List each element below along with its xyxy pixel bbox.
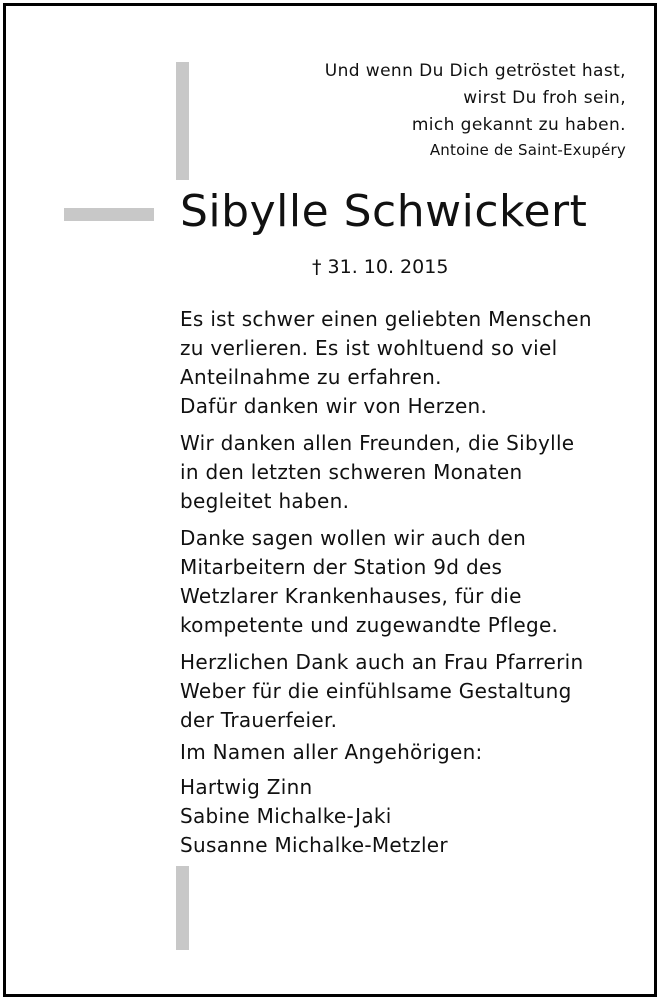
quote-author: Antoine de Saint-Exupéry (429, 141, 626, 159)
text-line: Wir danken allen Freunden, die Sibylle (180, 431, 575, 455)
text-line: kompetente und zugewandte Pflege. (180, 613, 559, 637)
text-line: Weber für die einfühlsame Gestaltung (180, 679, 572, 703)
quote-line: mich gekannt zu haben. (411, 115, 626, 135)
text-line: zu verlieren. Es ist wohltuend so viel (180, 336, 558, 360)
signoff-heading: Im Namen aller Angehörigen: (180, 740, 483, 764)
text-line: in den letzten schweren Monaten (180, 460, 523, 484)
text-line: Herzlichen Dank auch an Frau Pfarrerin (180, 650, 584, 674)
paragraph (180, 524, 640, 640)
epigraph-quote (206, 58, 626, 139)
text-line: Mitarbeitern der Station 9d des (180, 555, 503, 579)
death-date: † 31. 10. 2015 (312, 256, 449, 278)
paragraph (180, 429, 640, 516)
text-line: Danke sagen wollen wir auch den (180, 526, 527, 550)
decorative-bar-horizontal (64, 208, 154, 221)
text-line: Wetzlarer Krankenhauses, für die (180, 584, 522, 608)
decorative-bar-bottom (176, 866, 189, 950)
text-line: Dafür danken wir von Herzen. (180, 394, 488, 418)
text-line: Es ist schwer einen geliebten Menschen (180, 307, 592, 331)
quote-line: wirst Du froh sein, (463, 88, 626, 108)
quote-line: Und wenn Du Dich getröstet hast, (324, 61, 626, 81)
signoff-block (180, 738, 640, 860)
paragraph (180, 305, 640, 421)
decorative-bar-top (176, 62, 189, 180)
signer-name: Sabine Michalke-Jaki (180, 804, 392, 828)
text-line: Anteilnahme zu erfahren. (180, 365, 442, 389)
signer-name: Susanne Michalke-Metzler (180, 833, 448, 857)
text-line: begleitet haben. (180, 489, 350, 513)
deceased-name: Sibylle Schwickert (180, 186, 588, 237)
text-line: der Trauerfeier. (180, 708, 338, 732)
paragraph (180, 648, 640, 735)
thanks-text (180, 305, 640, 743)
signer-name: Hartwig Zinn (180, 775, 313, 799)
